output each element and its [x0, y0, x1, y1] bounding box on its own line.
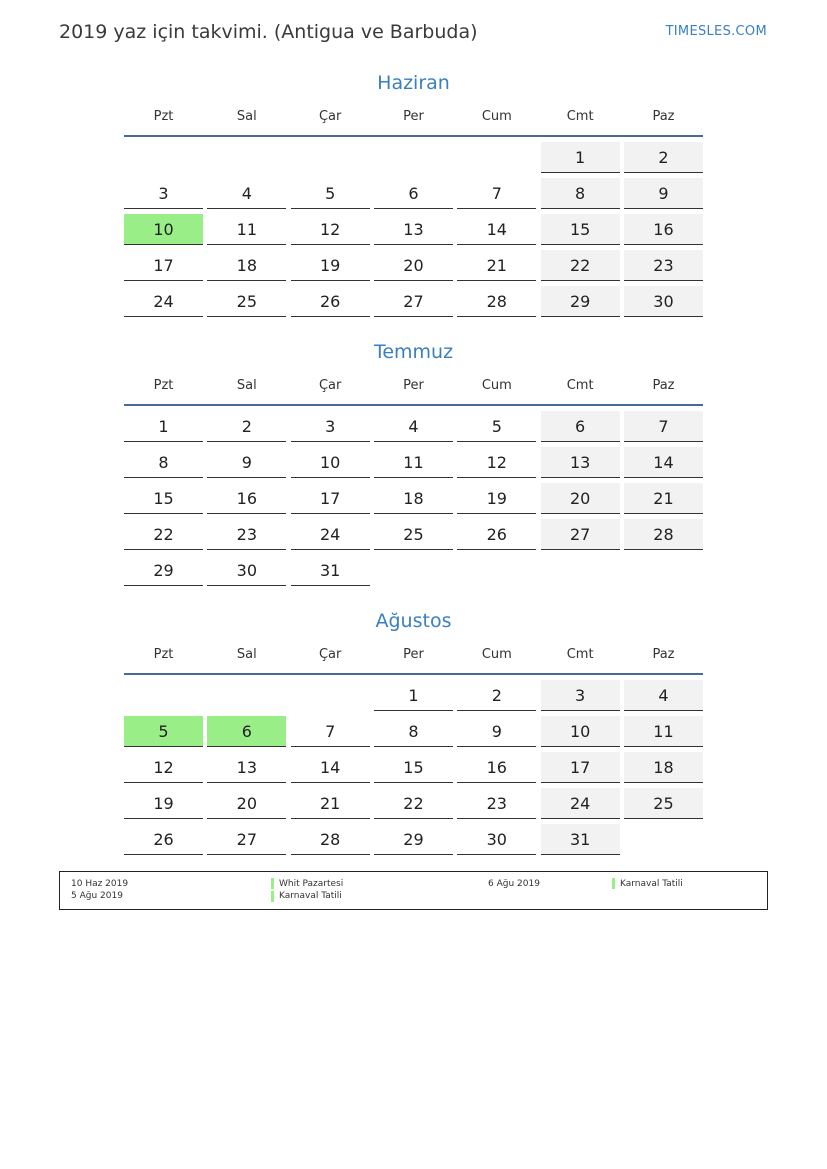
day-cell: 17 — [541, 752, 620, 783]
week-row — [124, 824, 703, 855]
weekday-label: Cmt — [566, 109, 594, 124]
empty-day-cell — [291, 142, 370, 173]
day-cell: 7 — [291, 716, 370, 747]
day-cell: 8 — [124, 447, 203, 478]
day-cell: 21 — [624, 483, 703, 514]
day-cell: 25 — [624, 788, 703, 819]
day-cell: 2 — [207, 411, 286, 442]
day-cell: 22 — [124, 519, 203, 550]
day-cell: 15 — [541, 214, 620, 245]
week-row — [124, 142, 703, 173]
day-cell: 25 — [374, 519, 453, 550]
day-cell: 30 — [207, 555, 286, 586]
week-row — [124, 447, 703, 478]
legend-date-3: 6 Ağu 2019 — [488, 879, 540, 889]
week-row — [124, 752, 703, 783]
day-cell: 15 — [124, 483, 203, 514]
day-cell: 30 — [624, 286, 703, 317]
month-calendar — [124, 608, 703, 860]
weekday-label: Pzt — [153, 109, 174, 124]
day-cell: 2 — [457, 680, 536, 711]
day-cell: 4 — [374, 411, 453, 442]
week-row — [124, 214, 703, 245]
day-cell: 20 — [374, 250, 453, 281]
day-cell: 8 — [374, 716, 453, 747]
week-row — [124, 286, 703, 317]
day-cell: 5 — [457, 411, 536, 442]
day-cell: 22 — [541, 250, 620, 281]
weekday-label: Per — [403, 647, 424, 662]
weekday-label: Cmt — [566, 378, 594, 393]
day-cell: 4 — [624, 680, 703, 711]
day-cell: 8 — [541, 178, 620, 209]
day-cell: 30 — [457, 824, 536, 855]
day-cell: 18 — [374, 483, 453, 514]
legend-name-1: Whit Pazartesi — [279, 879, 344, 889]
weekday-label: Çar — [318, 647, 342, 662]
week-row — [124, 483, 703, 514]
day-cell: 13 — [541, 447, 620, 478]
day-cell: 12 — [457, 447, 536, 478]
day-cell: 23 — [624, 250, 703, 281]
day-cell: 5 — [291, 178, 370, 209]
empty-day-cell — [541, 555, 620, 586]
weekday-label: Pzt — [153, 647, 174, 662]
week-row — [124, 178, 703, 209]
day-cell: 1 — [541, 142, 620, 173]
day-cell: 10 — [541, 716, 620, 747]
day-cell: 23 — [457, 788, 536, 819]
day-cell: 20 — [207, 788, 286, 819]
day-cell: 11 — [624, 716, 703, 747]
day-cell: 13 — [374, 214, 453, 245]
day-cell: 23 — [207, 519, 286, 550]
weekday-label: Per — [403, 109, 424, 124]
weekday-header — [124, 644, 703, 666]
day-cell: 29 — [124, 555, 203, 586]
header-divider — [124, 673, 703, 675]
day-cell: 11 — [374, 447, 453, 478]
empty-day-cell — [374, 555, 453, 586]
day-cell: 6 — [541, 411, 620, 442]
week-row — [124, 411, 703, 442]
day-cell: 17 — [291, 483, 370, 514]
legend-date-2: 5 Ağu 2019 — [71, 891, 123, 901]
month-title: Ağustos — [375, 610, 452, 632]
empty-day-cell — [457, 142, 536, 173]
day-cell: 29 — [541, 286, 620, 317]
weekday-label: Cum — [481, 647, 512, 662]
month-title: Haziran — [377, 72, 450, 94]
holiday-color-marker — [612, 878, 615, 889]
day-cell: 16 — [207, 483, 286, 514]
day-cell: 21 — [457, 250, 536, 281]
day-cell: 19 — [291, 250, 370, 281]
weekday-label: Cum — [481, 378, 512, 393]
header-divider — [124, 135, 703, 137]
day-cell: 24 — [541, 788, 620, 819]
week-row — [124, 555, 703, 586]
empty-day-cell — [374, 142, 453, 173]
day-cell: 22 — [374, 788, 453, 819]
empty-day-cell — [207, 142, 286, 173]
day-cell: 12 — [291, 214, 370, 245]
day-cell: 14 — [457, 214, 536, 245]
day-cell: 3 — [541, 680, 620, 711]
day-cell: 2 — [624, 142, 703, 173]
day-cell: 19 — [124, 788, 203, 819]
day-cell: 19 — [457, 483, 536, 514]
day-cell: 28 — [291, 824, 370, 855]
day-cell: 10 — [291, 447, 370, 478]
empty-day-cell — [457, 555, 536, 586]
day-cell: 15 — [374, 752, 453, 783]
page-title: 2019 yaz için takvimi. (Antigua ve Barbuda) — [59, 21, 478, 43]
week-row — [124, 716, 703, 747]
weekday-label: Pzt — [153, 378, 174, 393]
week-row — [124, 788, 703, 819]
weekday-label: Per — [403, 378, 424, 393]
day-cell: 4 — [207, 178, 286, 209]
day-cell: 7 — [624, 411, 703, 442]
day-cell: 21 — [291, 788, 370, 819]
day-cell: 14 — [624, 447, 703, 478]
day-cell: 27 — [207, 824, 286, 855]
day-cell: 31 — [541, 824, 620, 855]
day-cell: 9 — [457, 716, 536, 747]
weekday-label: Cum — [481, 109, 512, 124]
empty-day-cell — [207, 680, 286, 711]
day-cell: 25 — [207, 286, 286, 317]
day-cell: 16 — [624, 214, 703, 245]
day-cell: 26 — [457, 519, 536, 550]
day-cell: 3 — [291, 411, 370, 442]
day-cell: 14 — [291, 752, 370, 783]
day-cell: 9 — [624, 178, 703, 209]
holiday-day-cell: 5 — [124, 716, 203, 747]
weekday-label: Paz — [652, 109, 675, 124]
weekday-label: Çar — [318, 109, 342, 124]
day-cell: 26 — [124, 824, 203, 855]
day-cell: 27 — [374, 286, 453, 317]
empty-day-cell — [624, 824, 703, 855]
month-calendar — [124, 70, 703, 322]
header-divider — [124, 404, 703, 406]
day-cell: 24 — [124, 286, 203, 317]
day-cell: 28 — [457, 286, 536, 317]
empty-day-cell — [124, 680, 203, 711]
legend-name-2: Karnaval Tatili — [279, 891, 342, 901]
day-cell: 16 — [457, 752, 536, 783]
legend-name-3: Karnaval Tatili — [620, 879, 683, 889]
week-row — [124, 519, 703, 550]
holiday-color-marker — [271, 891, 274, 902]
weekday-label: Paz — [652, 378, 675, 393]
holiday-color-marker — [271, 878, 274, 889]
day-cell: 18 — [207, 250, 286, 281]
day-cell: 7 — [457, 178, 536, 209]
day-cell: 13 — [207, 752, 286, 783]
day-cell: 26 — [291, 286, 370, 317]
weekday-label: Cmt — [566, 647, 594, 662]
weekday-label: Sal — [236, 647, 257, 662]
day-cell: 27 — [541, 519, 620, 550]
day-cell: 9 — [207, 447, 286, 478]
day-cell: 11 — [207, 214, 286, 245]
day-cell: 3 — [124, 178, 203, 209]
brand-logo[interactable]: TIMESLES.COM — [665, 24, 767, 39]
weekday-header — [124, 106, 703, 128]
holiday-day-cell: 6 — [207, 716, 286, 747]
month-calendar — [124, 339, 703, 591]
empty-day-cell — [624, 555, 703, 586]
day-cell: 31 — [291, 555, 370, 586]
empty-day-cell — [124, 142, 203, 173]
day-cell: 29 — [374, 824, 453, 855]
day-cell: 1 — [124, 411, 203, 442]
day-cell: 12 — [124, 752, 203, 783]
empty-day-cell — [291, 680, 370, 711]
week-row — [124, 250, 703, 281]
day-cell: 18 — [624, 752, 703, 783]
weekday-label: Sal — [236, 378, 257, 393]
weekday-header — [124, 375, 703, 397]
week-row — [124, 680, 703, 711]
weekday-label: Çar — [318, 378, 342, 393]
day-cell: 1 — [374, 680, 453, 711]
month-title: Temmuz — [373, 341, 454, 363]
weekday-label: Sal — [236, 109, 257, 124]
weekday-label: Paz — [652, 647, 675, 662]
holiday-day-cell: 10 — [124, 214, 203, 245]
day-cell: 28 — [624, 519, 703, 550]
day-cell: 20 — [541, 483, 620, 514]
legend-date-1: 10 Haz 2019 — [71, 879, 129, 889]
day-cell: 24 — [291, 519, 370, 550]
day-cell: 17 — [124, 250, 203, 281]
day-cell: 6 — [374, 178, 453, 209]
holiday-legend — [59, 871, 768, 910]
